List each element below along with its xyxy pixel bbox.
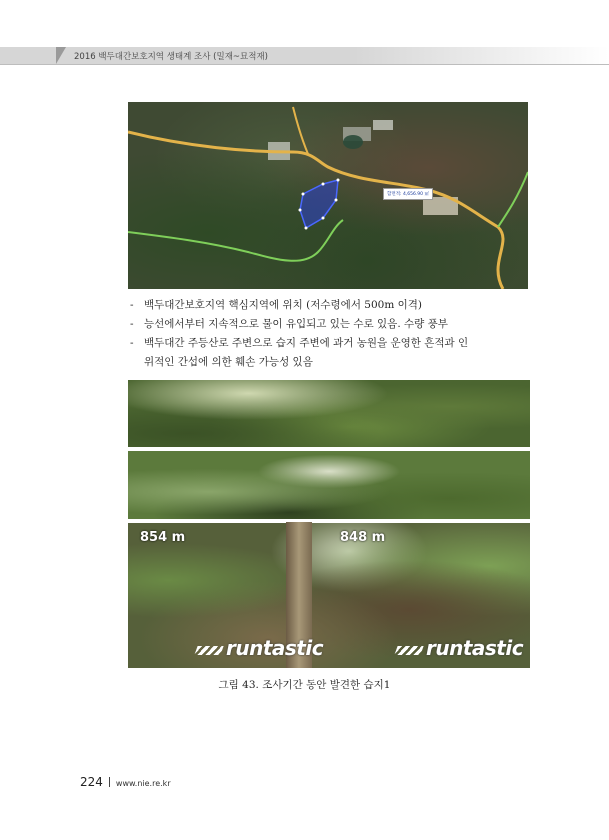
header-notch — [56, 47, 66, 64]
runtastic-logo-right — [396, 636, 523, 660]
runtastic-mark-icon — [194, 646, 223, 655]
trail-line — [128, 220, 343, 261]
polygon-vertex — [337, 179, 340, 182]
bullet-list — [130, 296, 530, 372]
footer-separator — [109, 777, 110, 787]
bullet-text-continuation: 위적인 간섭에 의한 훼손 가능성 있음 — [144, 356, 313, 368]
distance-readout-right: 848 m — [340, 530, 386, 545]
polygon-vertex — [299, 209, 302, 212]
wetland-polygon — [300, 180, 338, 228]
photo-divider — [128, 522, 530, 523]
side-road — [293, 107, 308, 154]
polygon-vertex — [322, 183, 325, 186]
pond — [343, 135, 363, 149]
bullet-dash: - — [130, 318, 134, 330]
runtastic-mark-icon — [394, 646, 423, 655]
runtastic-wordmark: runtastic — [426, 636, 524, 660]
forest-photo-2 — [128, 451, 530, 519]
bullet-dash: - — [130, 337, 134, 349]
footer-url: www.nie.re.kr — [115, 779, 171, 788]
page-footer — [80, 771, 171, 790]
runtastic-wordmark: runtastic — [226, 636, 324, 660]
bullet-dash: - — [130, 299, 134, 311]
polygon-vertex — [322, 217, 325, 220]
bullet-text: 백두대간 주등산로 주변으로 습지 주변에 과거 농원을 운영한 흔적과 인 — [144, 337, 469, 349]
runtastic-logo-left — [196, 636, 323, 660]
distance-readout-left: 854 m — [140, 530, 186, 545]
running-title: 2016 백두대간보호지역 생태계 조사 (밀재~묘적재) — [74, 52, 268, 62]
bullet-item — [130, 334, 530, 372]
map-overlay — [128, 102, 528, 289]
trail-line — [498, 172, 528, 227]
polygon-vertex — [302, 193, 305, 196]
forest-photo-1 — [128, 380, 530, 447]
polygon-vertex — [305, 227, 308, 230]
bullet-item — [130, 296, 530, 315]
page-number: 224 — [80, 775, 103, 789]
satellite-map — [128, 102, 528, 289]
area-label: 합면적: 4,656.90 ㎡ — [383, 188, 433, 200]
figure-caption: 그림 43. 조사기간 동안 발견한 습지1 — [218, 679, 391, 691]
bullet-text: 백두대간보호지역 핵심지역에 위치 (저수령에서 500m 이격) — [144, 299, 423, 311]
header-rule — [0, 64, 609, 65]
polygon-vertex — [335, 199, 338, 202]
building-cluster — [373, 120, 393, 130]
forest-photo-3 — [128, 522, 530, 668]
bullet-item — [130, 315, 530, 334]
bullet-text: 능선에서부터 지속적으로 물이 유입되고 있는 수로 있음. 수량 풍부 — [144, 318, 448, 330]
